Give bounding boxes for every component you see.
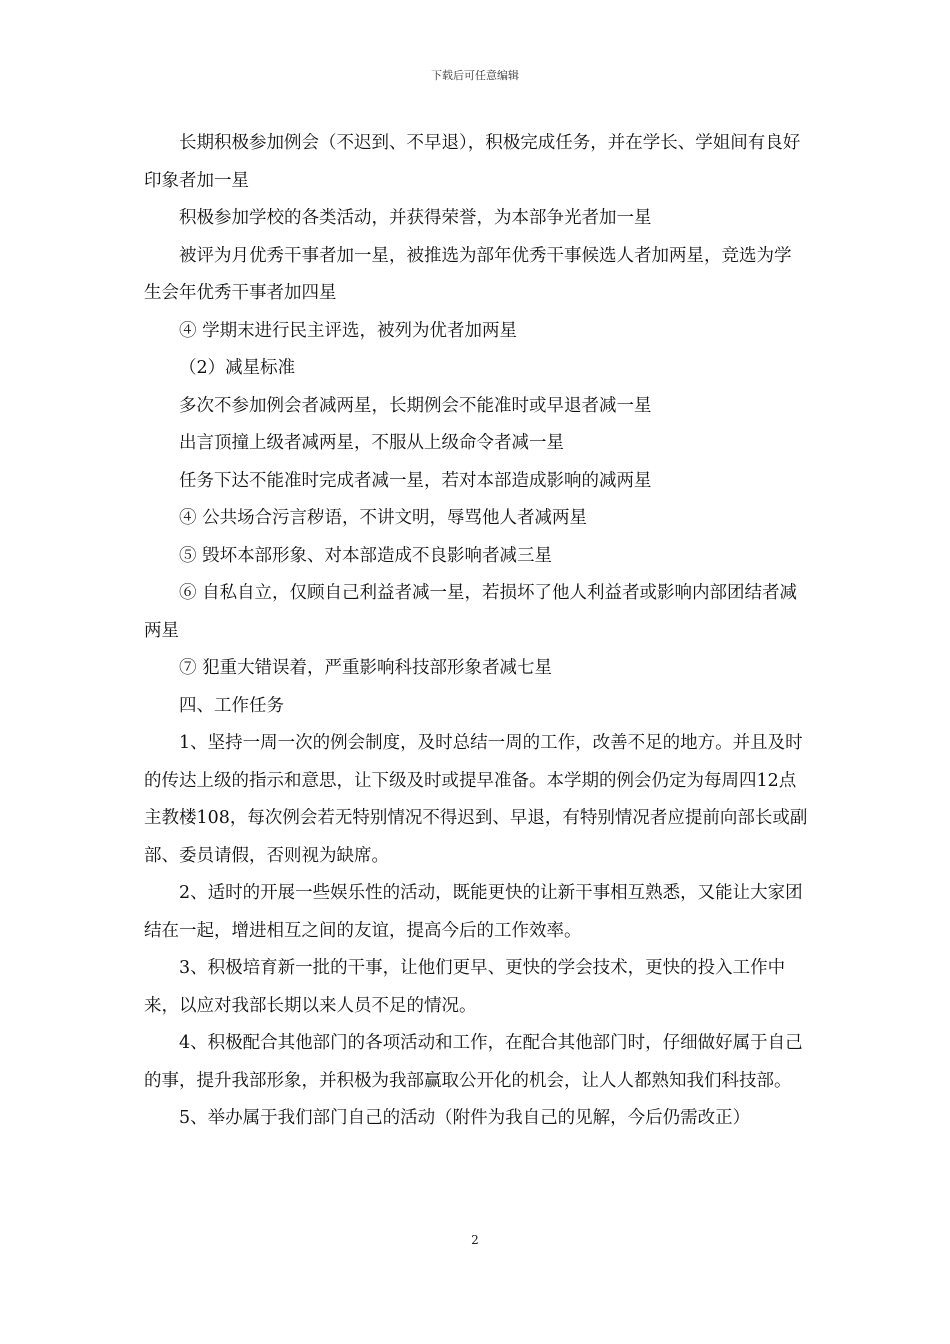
paragraph: 5、举办属于我们部门自己的活动（附件为我自己的见解，今后仍需改正） [179,1108,751,1128]
page-header: 下载后可任意编辑 [431,69,519,82]
paragraph: ④ 公共场合污言秽语，不讲文明，辱骂他人者减两星 [179,508,588,528]
paragraph: 积极参加学校的各类活动，并获得荣誉，为本部争光者加一星 [179,208,652,228]
page-number: 2 [471,1233,479,1247]
paragraph: ⑥ 自私自立，仅顾自己利益者减一星，若损坏了他人利益者或影响内部团结者减两星 [144,583,798,641]
document-body [144,125,808,1138]
paragraph: ⑤ 毁坏本部形象、对本部造成不良影响者减三星 [179,545,553,566]
paragraph: 1、坚持一周一次的例会制度，及时总结一周的工作，改善不足的地方。并且及时的传达上级的指示和意思，让下级及时或提早准备。本学期的例会仍定为每周四12点主教楼108，每次例会若无特别情况不得迟到、早退，有特别情况者应提前向部长或副部、委员请假，否则视为缺席。 [144,733,808,866]
paragraph: ④ 学期末进行民主评选，被列为优者加两星 [179,320,518,341]
section-heading: 四、工作任务 [179,695,284,716]
paragraph: 长期积极参加例会（不迟到、不早退），积极完成任务，并在学长、学姐间有良好印象者加一星 [144,133,801,191]
section-subheading: （2）减星标准 [179,358,296,378]
paragraph: 被评为月优秀干事者加一星，被推选为部年优秀干事候选人者加两星，竞选为学生会年优秀干事者加四星 [144,245,792,303]
paragraph: 3、积极培育新一批的干事，让他们更早、更快的学会技术，更快的投入工作中来，以应对我部长期以来人员不足的情况。 [144,958,786,1016]
paragraph: 任务下达不能准时完成者减一星，若对本部造成影响的减两星 [179,470,652,491]
paragraph: ⑦ 犯重大错误着，严重影响科技部形象者减七星 [179,658,553,678]
paragraph: 4、积极配合其他部门的各项活动和工作，在配合其他部门时，仔细做好属于自己的事，提升我部形象，并积极为我部赢取公开化的机会，让人人都熟知我们科技部。 [144,1033,803,1091]
paragraph: 出言顶撞上级者减两星，不服从上级命令者减一星 [179,433,564,453]
paragraph: 2、适时的开展一些娱乐性的活动，既能更快的让新干事相互熟悉，又能让大家团结在一起，增进相互之间的友谊，提高今后的工作效率。 [144,883,803,941]
paragraph: 多次不参加例会者减两星，长期例会不能准时或早退者减一星 [179,395,652,416]
